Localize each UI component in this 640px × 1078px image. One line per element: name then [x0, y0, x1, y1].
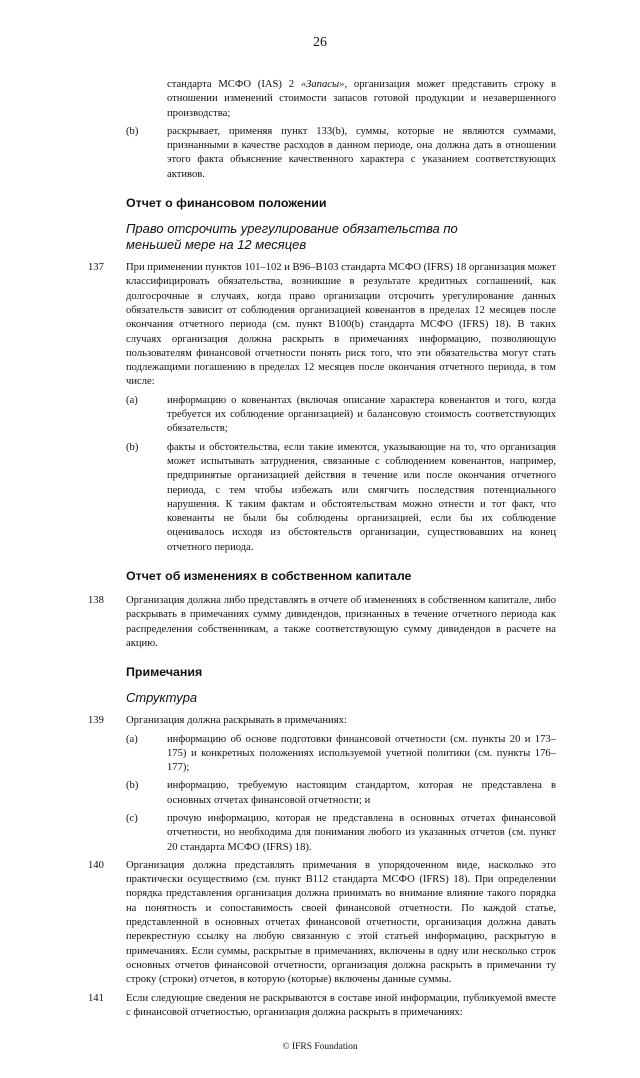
subsection-heading: Право отсрочить урегулирование обязательства по меньшей мере на 12 месяцев [126, 221, 458, 253]
item-text: информацию о ковенантах (включая описание характера ковенантов и того, когда требуется их соблюдение организацией) и балансовую стоимость соответствующих обязательств; [167, 394, 556, 435]
section-heading: Отчет об изменениях в собственном капитале [126, 569, 412, 584]
item-label: (a) [126, 394, 138, 406]
list-item [126, 441, 556, 555]
continuation-text: стандарта МСФО (IAS) 2 [167, 79, 301, 90]
page-number: 26 [313, 35, 327, 50]
item-label: (b) [126, 441, 139, 453]
copyright-footer: © IFRS Foundation [282, 1042, 358, 1053]
list-item [126, 394, 556, 437]
paragraph-141 [88, 992, 556, 1021]
paragraph-number: 137 [88, 262, 104, 274]
continuation-text-end: , организация может представить строку в отношении изменений стоимости запасов готовой продукции и незавершенного производства; [167, 79, 556, 119]
page-content [0, 78, 640, 1024]
list-item [126, 812, 556, 855]
item-label: (b) [126, 125, 139, 137]
item-text: прочую информацию, которая не представлена в основных отчетах финансовой отчетности, но необходима для понимания любого из указанных отчетов (см. пункт 20 стандарта МСФО (IFRS) 18). [167, 812, 556, 853]
list-item [126, 733, 556, 776]
paragraph-number: 141 [88, 992, 104, 1004]
paragraph-number: 140 [88, 859, 104, 871]
paragraph-140 [88, 859, 556, 988]
continuation-italic: «Запасы» [300, 79, 345, 90]
paragraph-138 [88, 594, 556, 651]
list-item [126, 125, 556, 182]
item-label: (b) [126, 780, 139, 792]
item-text: информацию об основе подготовки финансовой отчетности (см. пункты 20 и 173–175) и конкретных положениях используемой учетной политики (см. пункты 176–177); [167, 733, 556, 774]
paragraph-text: Организация должна раскрывать в примечаниях: [126, 715, 347, 727]
item-text: раскрывает, применяя пункт 133(b), суммы, которые не являются суммами, признанными в качестве расходов в данном периоде, она должна дать в отношении этого факта объяснение качественного характера с указанием соответствующих активов. [167, 125, 556, 180]
section-heading: Отчет о финансовом положении [126, 196, 327, 211]
item-text: информацию, требуемую настоящим стандартом, которая не представлена в основных отчетах финансовой отчетности; и [167, 780, 556, 806]
paragraph-text: Организация должна представлять примечания в упорядоченном виде, насколько это практически осуществимо (см. пункт B112 стандарта МСФО (IFRS) 18). При определении порядка представления организация должна принимать во внимание влияние такого порядка на понятность и сопоставимость своей финансовой отчетности. По каждой статье, представленной в основных отчетах финансовой отчетности, организация должна давать перекрестную ссылку на любую связанную с этой статьей информацию, раскрытую в примечаниях. Если суммы, раскрытые в примечаниях, включены в одну или несколько строк основных отчетов финансовой отчетности, организация должна раскрыть в примечании ту строку (строки) отчетов, в которую (которые) включены данные суммы. [126, 859, 556, 986]
subsection-heading: Структура [126, 690, 198, 706]
item-label: (c) [126, 812, 138, 824]
continuation-paragraph [167, 78, 556, 121]
item-text: факты и обстоятельства, если такие имеются, указывающие на то, что организация может испытывать затруднения, связанные с соблюдением ковенантов, например, предпринятые организацией действия в течение или после окончания отчетного периода, с тем чтобы избежать или смягчить последствия потенциального нарушения. К таким фактам и обстоятельствам можно отнести и тот факт, что ковенанты не были бы соблюдены организацией, если бы их соблюдение оценивалось исходя из обстоятельств организации, существовавших на конец отчетного периода. [167, 441, 556, 553]
paragraph-number: 139 [88, 715, 104, 727]
item-label: (a) [126, 733, 138, 745]
paragraph-text: При применении пунктов 101–102 и B96–B103 стандарта МСФО (IFRS) 18 организация может классифицировать обязательства, возникшие в результате кредитных соглашений, как долгосрочные в случаях, когда право организации отсрочить урегулирование данных обязательств зависит от соблюдения организацией ковенантов в пределах 12 месяцев после окончания отчетного периода (см. пункт B100(b) стандарта МСФО (IFRS) 18). В таких случаях организация должна раскрыть в примечаниях информацию, позволяющую пользователям финансовой отчетности понять риск того, что эти обязательства могут стать подлежащими погашению в пределах 12 месяцев после окончания отчетного периода, в том числе: [126, 262, 556, 388]
paragraph-number: 138 [88, 595, 104, 607]
list-item [126, 779, 556, 808]
paragraph-137 [88, 261, 556, 390]
section-heading: Примечания [126, 665, 203, 680]
paragraph-text: Если следующие сведения не раскрываются в составе иной информации, публикуемой вместе с финансовой отчетностью, организация должна раскрыть в примечаниях: [126, 992, 556, 1018]
paragraph-139 [88, 714, 556, 728]
paragraph-text: Организация должна либо представлять в отчете об изменениях в собственном капитале, либо раскрывать в примечаниях сумму дивидендов, признанных в течение отчетного периода как распределения собственникам, а также соответствующую сумму дивидендов в расчете на акцию. [126, 595, 556, 649]
